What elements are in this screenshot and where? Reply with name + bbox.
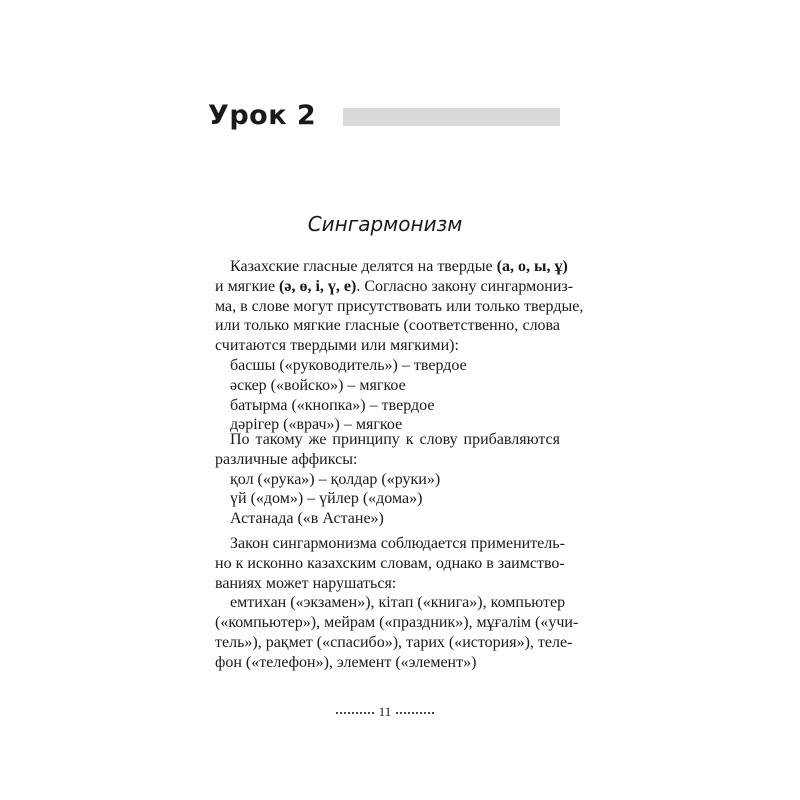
text-line: считаются твердыми или мягкими):	[215, 337, 459, 355]
lesson-title: Урок 2	[208, 100, 317, 131]
example-line: басшы («руководитель») – твердое	[230, 356, 467, 374]
page-number: 11	[378, 704, 392, 719]
text-line: По такому же принципу к слову прибавляются	[230, 431, 560, 448]
title-decor-bar	[343, 108, 560, 126]
text: и мягкие	[215, 277, 280, 295]
text-line: ма, в слове могут присутствовать или только твердые,	[215, 297, 584, 315]
dotted-rule	[396, 712, 434, 714]
soft-vowels: (ә, ө, і, ү, е)	[279, 277, 357, 295]
dotted-rule	[336, 712, 374, 714]
example-line: үй («дом») – үйлер («дома»)	[230, 490, 423, 508]
text-line: фон («телефон»), элемент («элемент»)	[215, 653, 477, 671]
example-line: қол («рука») – қолдар («руки»)	[230, 470, 441, 488]
text-line	[215, 257, 568, 277]
text: Казахские гласные делятся на твердые	[230, 258, 497, 275]
text-line: емтихан («экзамен»), кітап («книга»), компьютер	[230, 594, 566, 612]
paragraph-loanwords	[215, 534, 579, 673]
text-line: ваниях может нарушаться:	[215, 574, 397, 592]
section-title: Сингармонизм	[307, 212, 463, 236]
text-line: Закон сингармонизма соблюдается применитель-	[230, 535, 565, 552]
text: . Согласно закону сингармониз-	[356, 277, 574, 295]
text-line: но к исконно казахским словам, однако в заимство-	[215, 554, 565, 572]
text-line: или только мягкие гласные (соответственно, слова	[215, 317, 560, 335]
text-line	[215, 277, 574, 297]
example-line: батырма («кнопка») – твердое	[230, 396, 435, 414]
paragraph-affixes	[215, 430, 560, 529]
hard-vowels: (а, о, ы, ұ)	[496, 258, 568, 275]
example-line: әскер («войско») – мягкое	[230, 376, 406, 394]
text-line: («компьютер»), мейрам («праздник»), мұғалім («учи-	[215, 614, 579, 632]
page-footer	[0, 704, 770, 720]
example-line: дәрігер («врач») – мягкое	[230, 416, 403, 434]
example-line: Астанада («в Астане»)	[230, 510, 384, 528]
paragraph-vowels	[215, 257, 584, 435]
text-line: тель»), рақмет («спасибо»), тарих («история»), теле-	[215, 633, 573, 651]
text-line: различные аффиксы:	[215, 450, 358, 468]
